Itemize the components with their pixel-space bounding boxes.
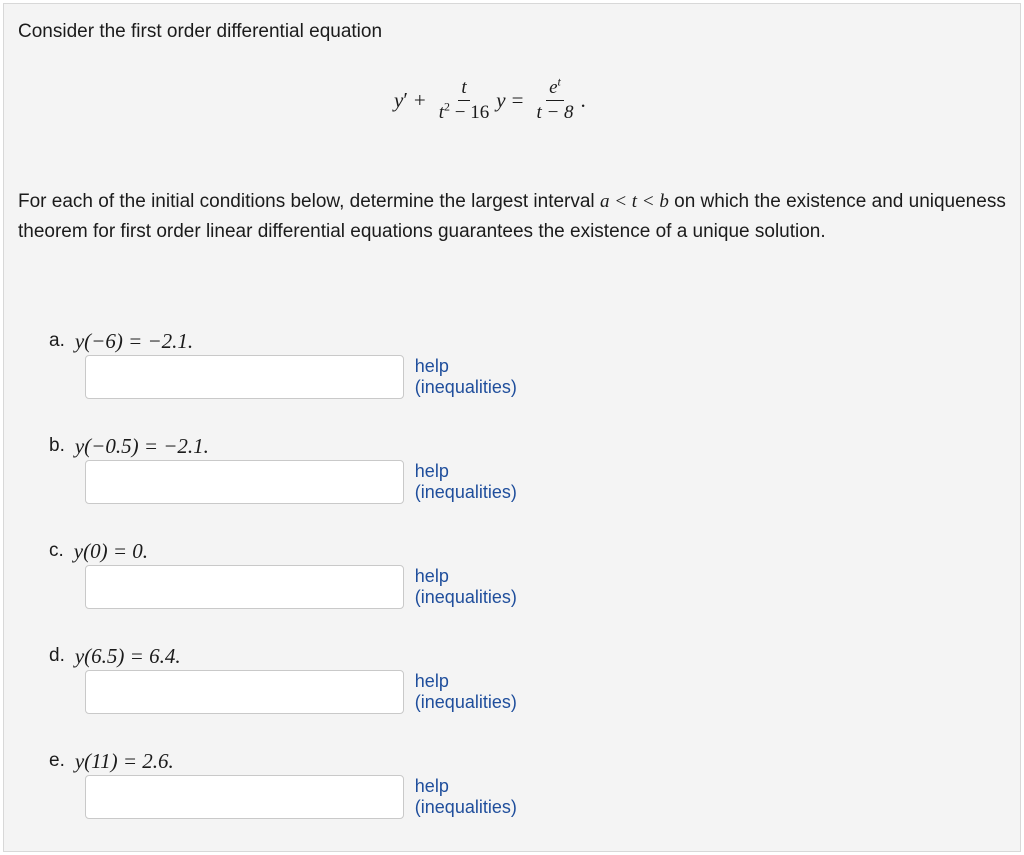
equation-plus: + — [413, 87, 426, 112]
forcing-numerator: $e^t$ — [546, 76, 564, 101]
answer-input-c[interactable] — [85, 565, 404, 609]
condition-label: d. y(6.5) = 6.4. — [49, 643, 181, 668]
equation-equals: = — [511, 87, 524, 112]
condition-item-a — [49, 327, 517, 397]
condition-item-d — [49, 642, 517, 712]
coefficient-numerator: t — [458, 76, 469, 101]
help-inequalities-link-e[interactable]: help (inequalities) — [414, 776, 517, 817]
differential-equation — [394, 70, 586, 130]
help-inequalities-link-d[interactable]: help (inequalities) — [414, 671, 517, 712]
condition-label: c. y(0) = 0. — [49, 538, 149, 563]
answer-input-d[interactable] — [85, 670, 404, 714]
answer-input-b[interactable] — [85, 460, 404, 504]
condition-label: e. y(11) = 2.6. — [49, 748, 174, 773]
condition-label: b. y(−0.5) = −2.1. — [49, 433, 209, 458]
forcing-fraction — [533, 76, 576, 125]
answer-input-e[interactable] — [85, 775, 404, 819]
problem-panel — [3, 3, 1021, 852]
help-inequalities-link-b[interactable]: help (inequalities) — [414, 461, 517, 502]
help-inequalities-link-a[interactable]: help (inequalities) — [414, 356, 517, 397]
condition-item-e — [49, 747, 517, 817]
coefficient-denominator: $t^2 - 16$ — [438, 99, 490, 123]
coefficient-fraction — [436, 76, 493, 125]
condition-item-b — [49, 432, 517, 502]
instructions-text: For each of the initial conditions below, determine the largest interval a < t < b on which the existence and uniqueness theorem for first order linear differential equations guarantees the existence of a unique solution. — [18, 191, 1006, 242]
forcing-denominator: t − 8 — [536, 101, 574, 123]
help-inequalities-link-c[interactable]: help (inequalities) — [414, 566, 517, 607]
answer-input-a[interactable] — [85, 355, 404, 399]
condition-item-c — [49, 537, 517, 607]
equation-y-term: y — [496, 87, 506, 112]
equation-prime: ′ — [403, 87, 408, 112]
interval-notation: a < t < b — [599, 191, 669, 212]
equation-period: . — [580, 87, 586, 112]
intro-text: Consider the first order differential equation — [18, 21, 383, 42]
condition-label: a. y(−6) = −2.1. — [49, 328, 194, 353]
equation-y: y — [394, 87, 404, 112]
